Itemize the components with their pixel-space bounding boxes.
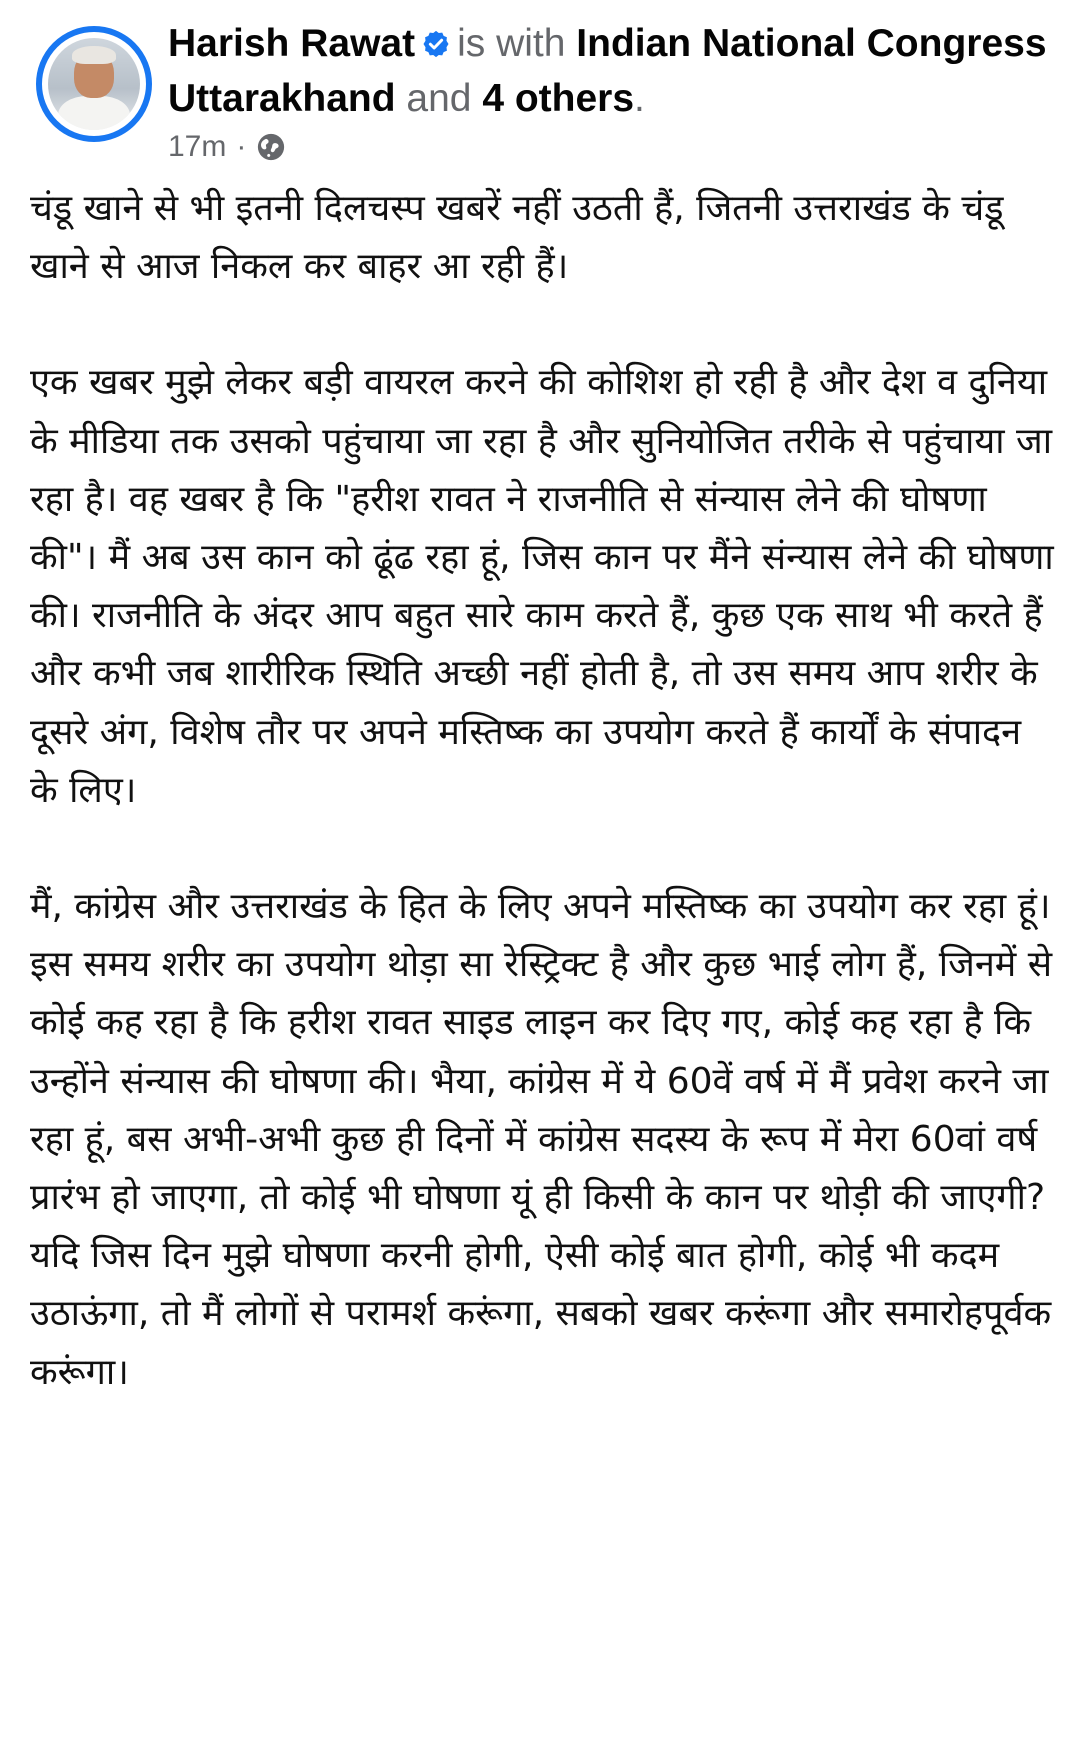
with-text: is with — [457, 22, 566, 65]
tagged-page-link[interactable]: Indian National Congress Uttarakhand — [168, 22, 1047, 120]
avatar-photo — [48, 38, 140, 130]
verified-badge-icon — [421, 21, 451, 73]
post-paragraph: चंडू खाने से भी इतनी दिलचस्प खबरें नहीं उठती हैं, जितनी उत्तराखंड के चंडू खाने से आज निकल कर बाहर आ रही हैं। — [30, 188, 1004, 288]
post-meta — [168, 130, 286, 164]
meta-separator: · — [236, 130, 247, 163]
post-title-line — [168, 18, 1058, 125]
globe-icon[interactable] — [256, 132, 286, 162]
post-timestamp[interactable]: 17m — [168, 130, 227, 163]
post-body — [30, 180, 1060, 1402]
and-text: and — [406, 77, 472, 120]
post-paragraph: मैं, कांग्रेस और उत्तराखंड के हित के लिए अपने मस्तिष्क का उपयोग कर रहा हूं। इस समय शरीर का उपयोग थोड़ा सा रेस्ट्रिक्ट है और कुछ भाई लोग हैं, जिनमें से कोई कह रहा है कि हरीश रावत साइड लाइन कर दिए गए, कोई कह रहा है कि उन्होंने संन्यास की घोषणा की। भैया, कांग्रेस में ये 60वें वर्ष में मैं प्रवेश करने जा रहा हूं, बस अभी-अभी कुछ ही दिनों में कांग्रेस सदस्य के रूप में मेरा 60वां वर्ष प्रारंभ हो जाएगा, तो कोई भी घोषणा यूं ही किसी के कान पर थोड़ी की जाएगी? यदि जिस दिन मुझे घोषणा करनी होगी, ऐसी कोई बात होगी, कोई भी कदम उठाऊंगा, तो मैं लोगों से परामर्श करूंगा, सबको खबर करूंगा और समारोहपूर्वक करूंगा। — [30, 886, 1053, 1393]
author-avatar[interactable] — [36, 26, 152, 142]
title-period: . — [634, 77, 645, 120]
post-paragraph: एक खबर मुझे लेकर बड़ी वायरल करने की कोशिश हो रही है और देश व दुनिया के मीडिया तक उसको पहुंचाया जा रहा है और सुनियोजित तरीके से पहुंचाया जा रहा है। वह खबर है कि "हरीश रावत ने राजनीति से संन्यास लेने की घोषणा की"। मैं अब उस कान को ढूंढ रहा हूं, जिस कान पर मैंने संन्यास लेने की घोषणा की। राजनीति के अंदर आप बहुत सारे काम करते हैं, कुछ एक साथ भी करते हैं और कभी जब शारीरिक स्थिति अच्छी नहीं होती है, तो उस समय आप शरीर के दूसरे अंग, विशेष तौर पर अपने मस्तिष्क का उपयोग करते हैं कार्यों के संपादन के लिए। — [30, 362, 1054, 811]
post-header — [30, 18, 1060, 178]
others-link[interactable]: 4 others — [482, 77, 635, 120]
author-name[interactable]: Harish Rawat — [168, 22, 416, 65]
